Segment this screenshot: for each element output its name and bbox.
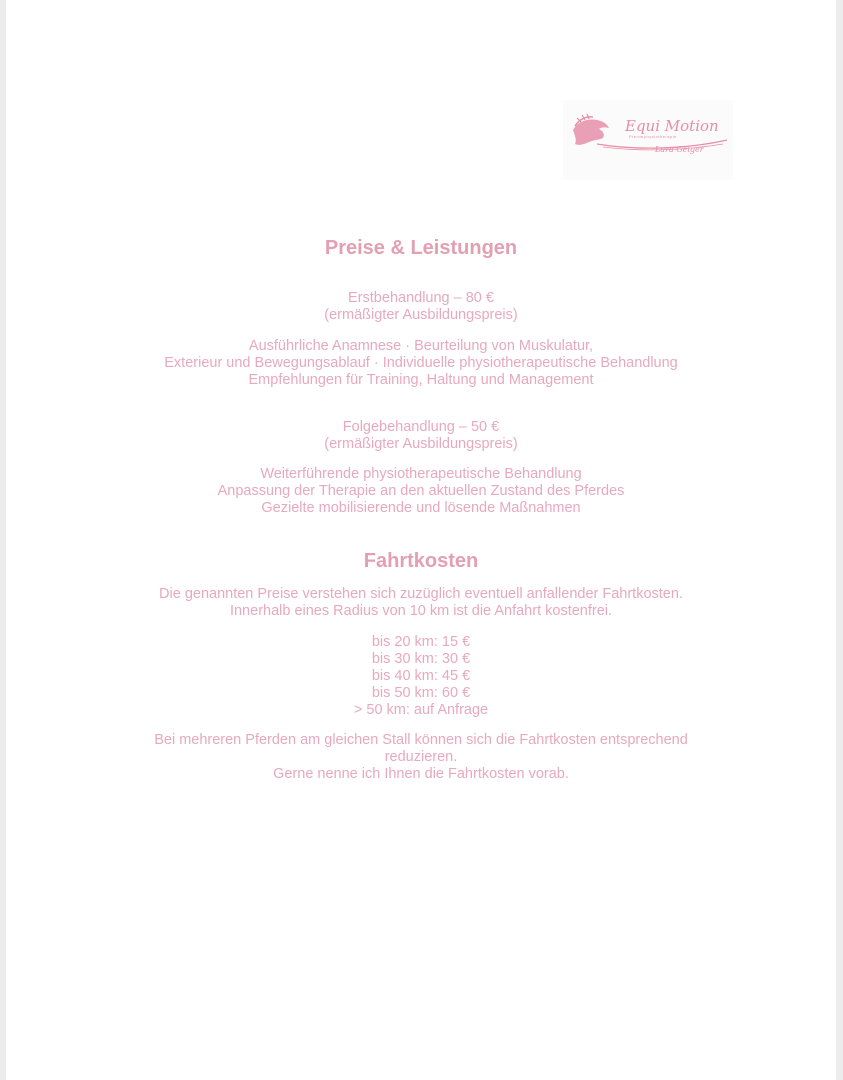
rate-line: bis 20 km: 15 €: [371, 634, 471, 650]
detail-line: Ausführliche Anamnese · Beurteilung von Muskulatur,: [248, 338, 594, 354]
travel-intro-line: Innerhalb eines Radius von 10 km ist die Anfahrt kostenfrei.: [229, 603, 613, 619]
travel-intro-line: Die genannten Preise verstehen sich zuzüglich eventuell anfallender Fahrtkosten.: [159, 586, 683, 602]
equi-motion-logo: [563, 100, 733, 180]
horse-logo-icon: [563, 100, 733, 180]
travel-heading: Fahrtkosten: [363, 550, 479, 572]
detail-line: Weiterführende physiotherapeutische Behandlung: [260, 466, 582, 482]
rate-line: > 50 km: auf Anfrage: [353, 702, 489, 718]
travel-rates: [6, 634, 836, 719]
first-treatment: [6, 290, 836, 324]
first-treatment-name: Erstbehandlung – 80 €: [348, 290, 494, 306]
rate-line: bis 40 km: 45 €: [371, 668, 471, 684]
document-page: [6, 0, 836, 1080]
follow-treatment-note: (ermäßigter Ausbildungspreis): [324, 436, 518, 452]
first-treatment-details: [6, 338, 836, 389]
detail-line: Gezielte mobilisierende und lösende Maßnahmen: [261, 500, 581, 516]
rate-line: bis 30 km: 30 €: [371, 651, 471, 667]
detail-line: Anpassung der Therapie an den aktuellen Zustand des Pferdes: [217, 483, 625, 499]
travel-footer-line: Gerne nenne ich Ihnen die Fahrtkosten vorab.: [273, 766, 569, 782]
travel-footer-line: Bei mehreren Pferden am gleichen Stall können sich die Fahrtkosten entsprechend: [154, 732, 688, 748]
detail-line: Empfehlungen für Training, Haltung und Management: [248, 372, 594, 388]
first-treatment-note: (ermäßigter Ausbildungspreis): [324, 307, 518, 323]
logo-tagline: Pferdephysiotherapie: [629, 134, 677, 139]
follow-treatment: [6, 419, 836, 453]
rate-line: bis 50 km: 60 €: [371, 685, 471, 701]
follow-treatment-name: Folgebehandlung – 50 €: [342, 419, 500, 435]
prices-heading: Preise & Leistungen: [324, 237, 518, 259]
logo-brand: Equi Motion: [625, 117, 719, 135]
detail-line: Exterieur und Bewegungsablauf · Individuelle physiotherapeutische Behandlung: [164, 355, 678, 371]
follow-treatment-details: [6, 466, 836, 517]
logo-owner: Lara Geiger: [655, 145, 704, 154]
travel-footer: [6, 732, 836, 783]
travel-intro: [6, 586, 836, 620]
travel-footer-line: reduzieren.: [384, 749, 458, 765]
